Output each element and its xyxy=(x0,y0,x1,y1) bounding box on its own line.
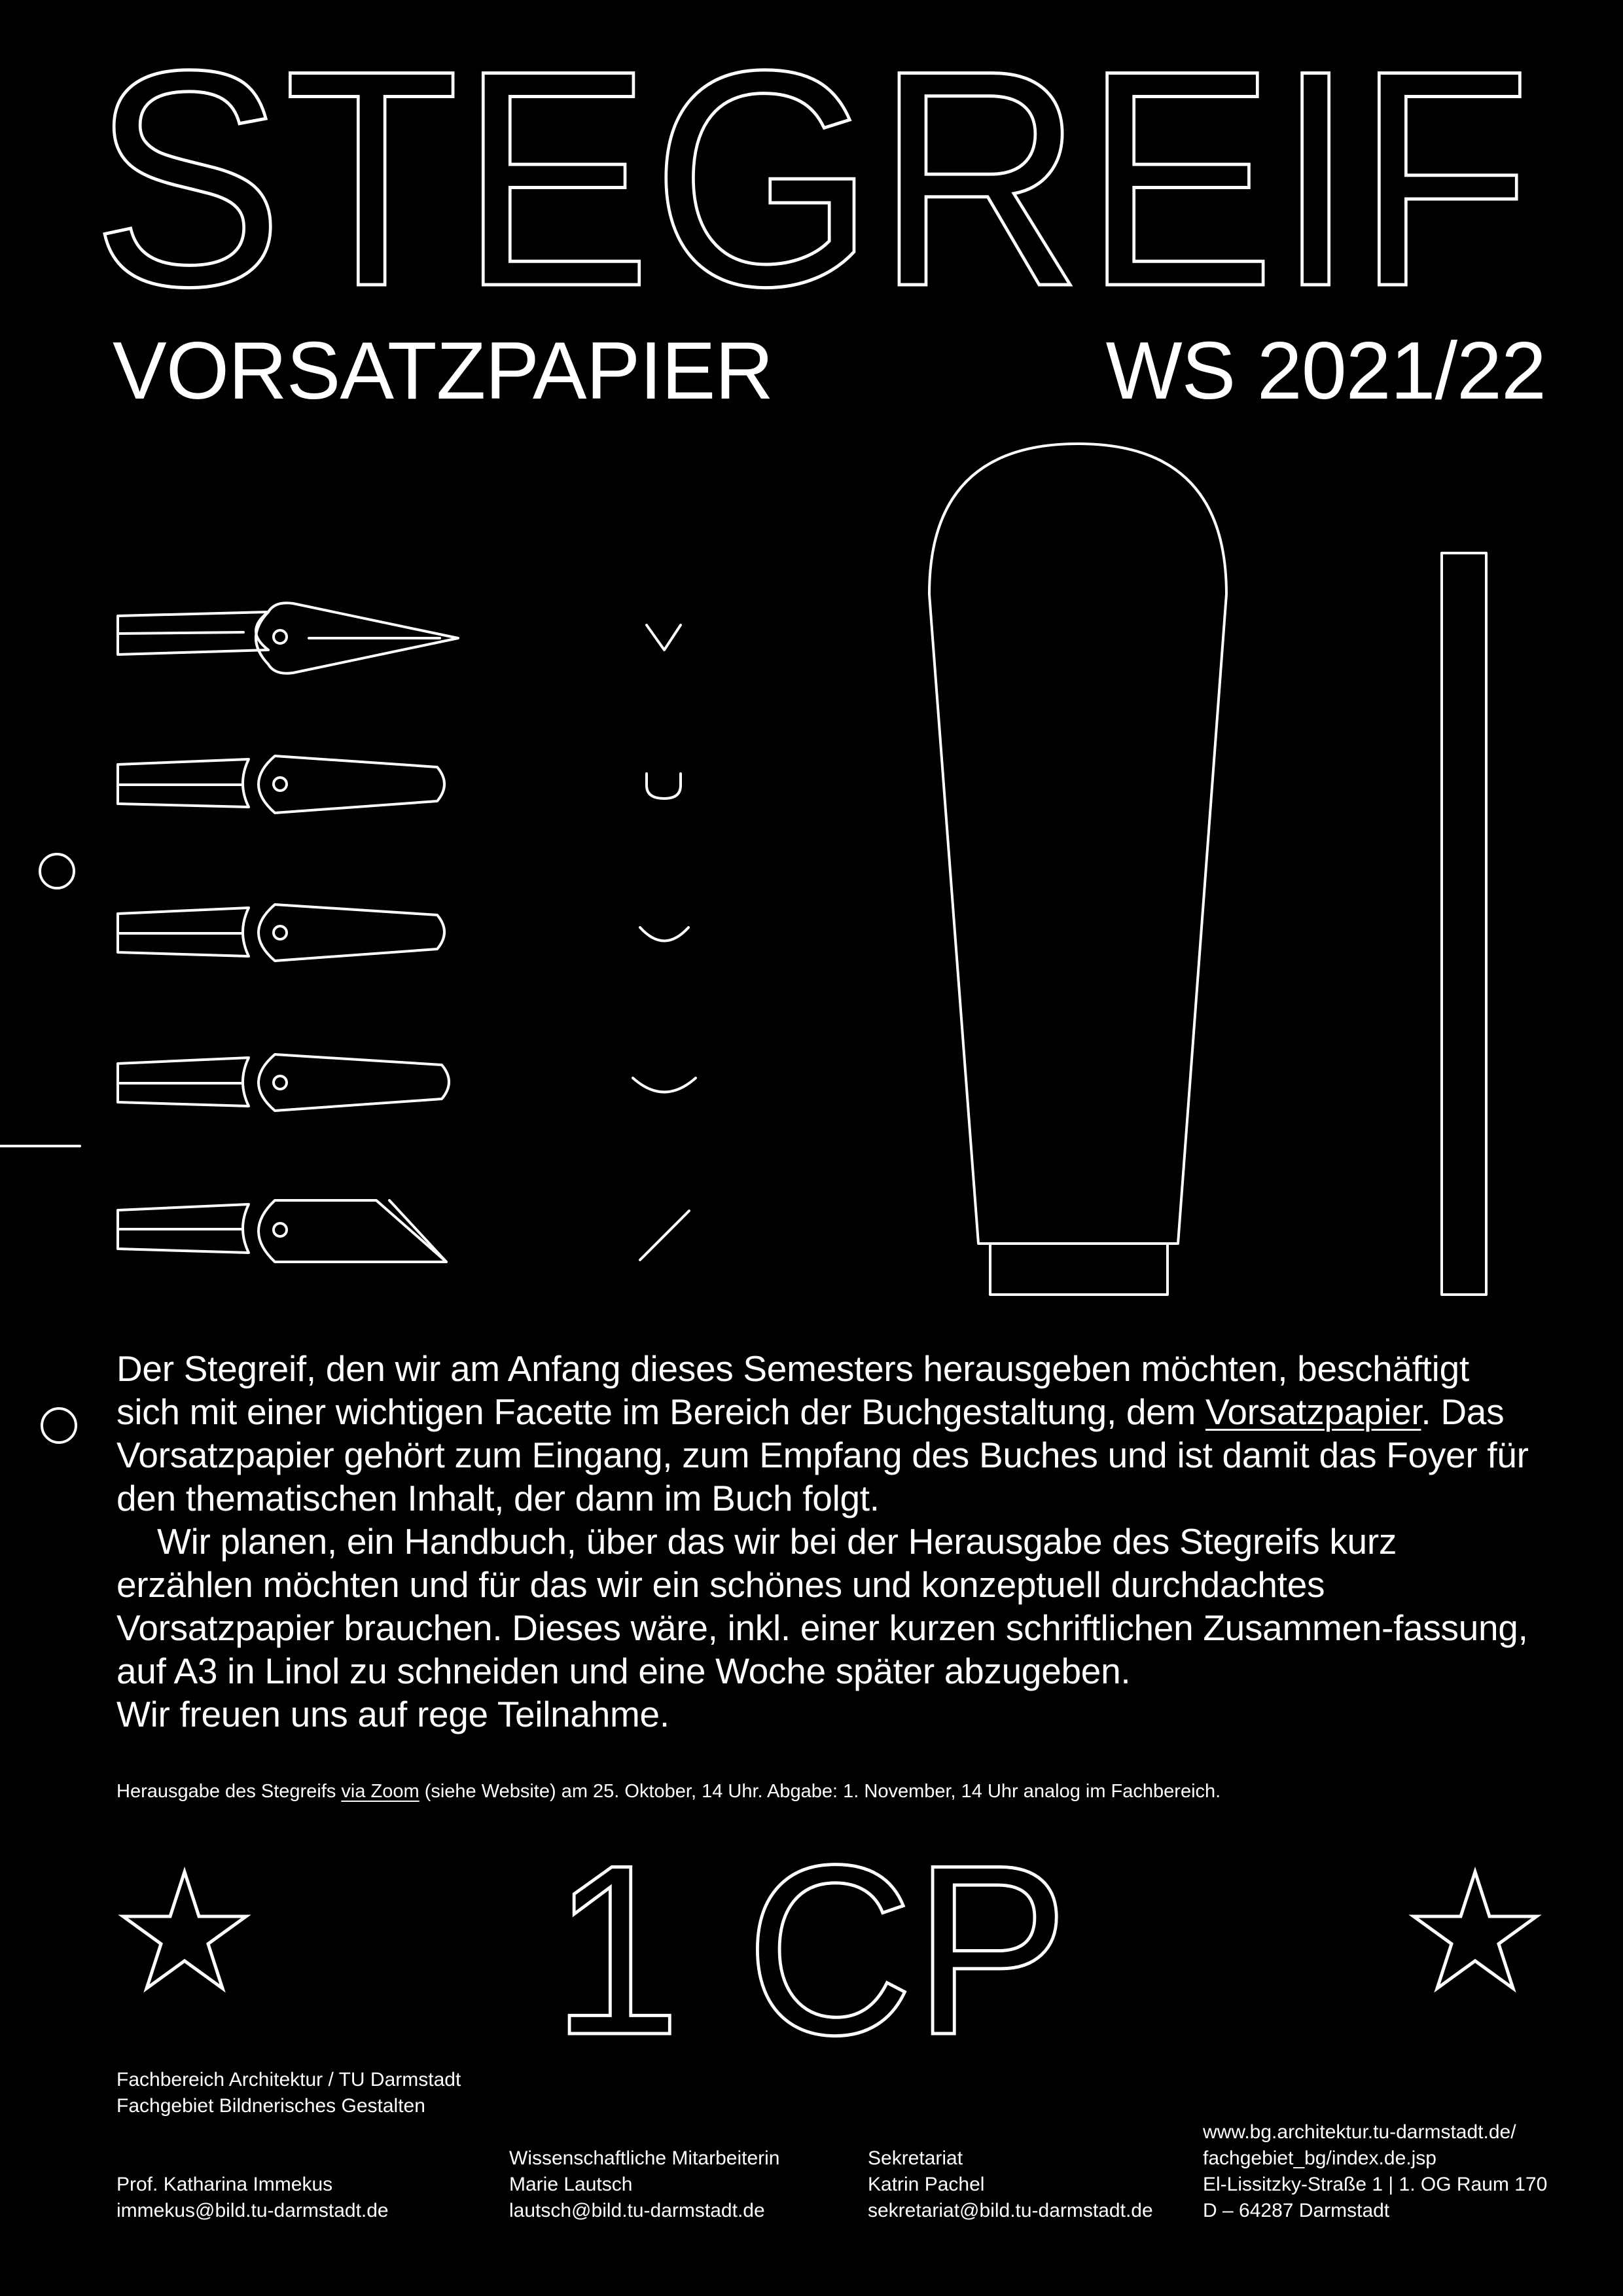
assistant-email[interactable]: lautsch@bild.tu-darmstadt.de xyxy=(509,2200,765,2221)
secretary-email[interactable]: sekretariat@bild.tu-darmstadt.de xyxy=(868,2200,1153,2221)
pen-nib-icon xyxy=(118,603,458,673)
address-block: www.bg.architektur.tu-darmstadt.de/ fachgebiet_bg/index.de.jsp El-Lissitzky-Straße 1 | 1. OG Raum 170 D – 64287 Darmstadt xyxy=(1203,2119,1547,2224)
website-link[interactable]: fachgebiet_bg/index.de.jsp xyxy=(1203,2147,1436,2169)
pen-nib-icon xyxy=(118,1200,446,1262)
credit-row xyxy=(0,1846,1623,2062)
ink-stroke-icon xyxy=(647,625,681,650)
professor-contact xyxy=(116,2172,389,2224)
assistant-contact: Wissenschaftliche Mitarbeiterin Marie Lautsch lautsch@bild.tu-darmstadt.de xyxy=(509,2145,779,2224)
pen-nib-icon xyxy=(118,756,444,813)
star-icon xyxy=(123,1872,246,1988)
credit-points: 1 CP xyxy=(552,1846,1069,2062)
tool-handle-icon xyxy=(929,444,1226,1295)
website-link[interactable]: www.bg.architektur.tu-darmstadt.de/ xyxy=(1203,2121,1516,2143)
zoom-link[interactable]: via Zoom xyxy=(341,1781,419,1802)
dates-note: Herausgabe des Stegreifs via Zoom (siehe Website) am 25. Oktober, 14 Uhr. Abgabe: 1. November, 14 Uhr analog im Fachbereich. xyxy=(116,1781,1221,1802)
body-paragraph: Der Stegreif, den wir am Anfang dieses Semesters herausgeben möchten, beschäftigt sich mit einer wichtigen Facette im Bereich der Buchgestaltung, dem Vorsatzpapier. Das Vorsatzpapier gehört zum Eingang, zum Empfang des Buches und ist damit das Foyer für den thematischen Inhalt, der dann im Buch folgt. xyxy=(116,1348,1529,1518)
ink-stroke-icon xyxy=(647,774,681,798)
ruler-bar-icon xyxy=(1442,553,1486,1295)
binding-hole-icon xyxy=(40,854,74,888)
pen-nib-icon xyxy=(118,905,444,961)
ink-stroke-icon xyxy=(633,1078,696,1092)
ink-stroke-icon xyxy=(640,1211,689,1260)
binding-hole-icon xyxy=(39,1406,79,1445)
poster-title: STEGREIF xyxy=(92,7,1531,327)
professor-name: Prof. Katharina Immekus xyxy=(116,2174,333,2195)
illustration-panel xyxy=(0,419,1623,1335)
star-icon xyxy=(1414,1872,1537,1988)
body-copy xyxy=(116,1347,1530,1736)
vorsatzpapier-link[interactable]: Vorsatzpapier xyxy=(1205,1391,1421,1432)
ink-stroke-icon xyxy=(640,927,688,941)
title-block xyxy=(0,0,1623,327)
body-closing: Wir freuen uns auf rege Teilnahme. xyxy=(116,1694,669,1734)
subtitle: VORSATZPAPIER xyxy=(113,326,774,416)
secretary-contact: Sekretariat Katrin Pachel sekretariat@bild.tu-darmstadt.de xyxy=(868,2145,1153,2224)
institution-block: Fachbereich Architektur / TU Darmstadt Fachgebiet Bildnerisches Gestalten xyxy=(116,2069,461,2117)
professor-email[interactable]: immekus@bild.tu-darmstadt.de xyxy=(116,2200,389,2221)
body-paragraph: Wir planen, ein Handbuch, über das wir bei der Herausgabe des Stegreifs kurz erzählen möchten und für das wir ein schönes und konzeptuell durchdachtes Vorsatzpapier brauchen. Dieses wäre, inkl. einer kurzen schriftlichen Zusammen-fassung, auf A3 in Linol zu schneiden und eine Woche später abzugeben. xyxy=(116,1521,1528,1691)
semester-label: WS 2021/22 xyxy=(1105,326,1546,416)
pen-nib-icon xyxy=(118,1054,449,1111)
